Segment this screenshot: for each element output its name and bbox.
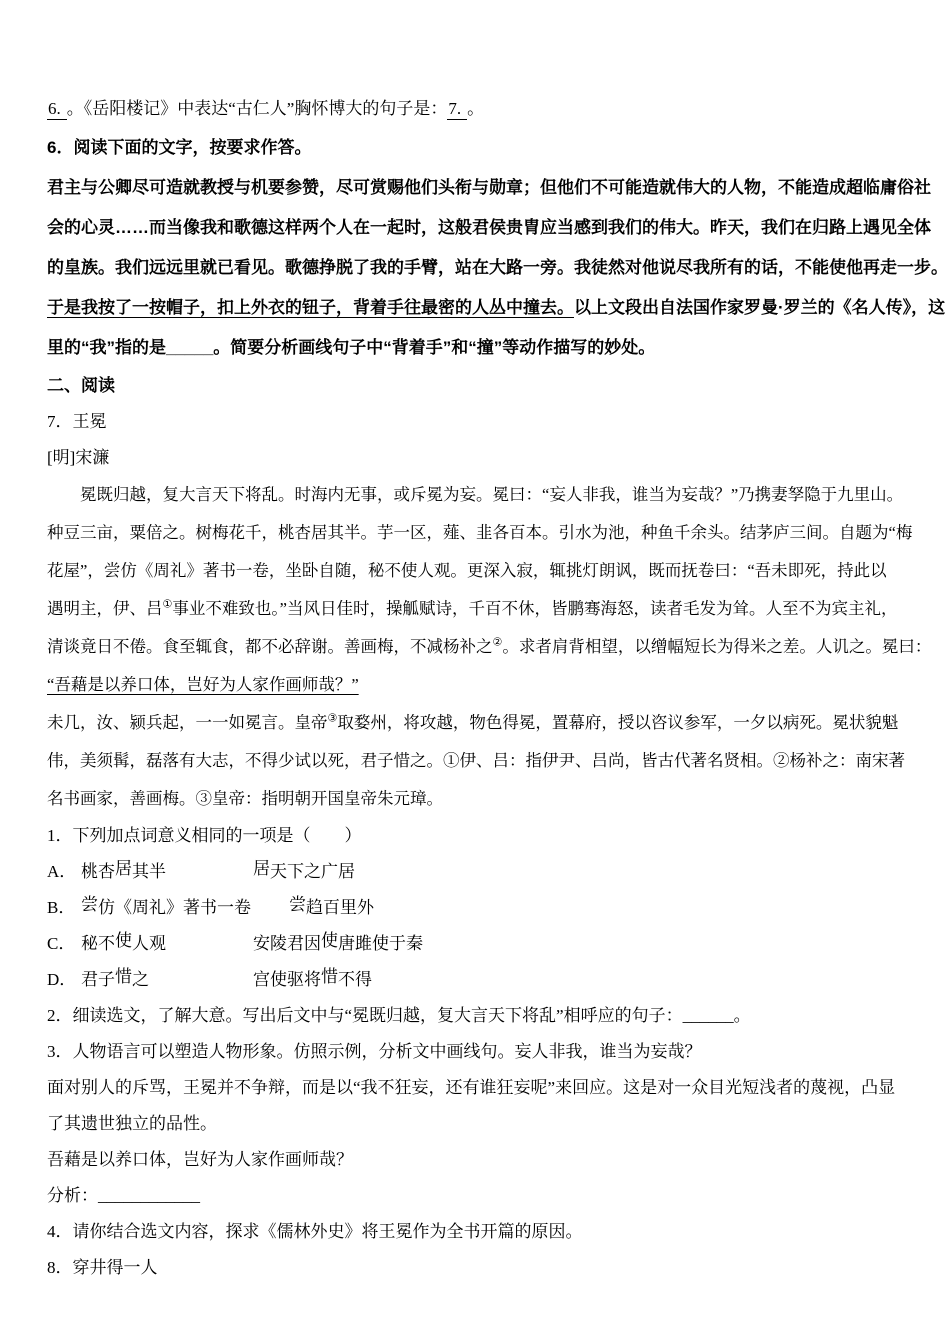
option-label: A． <box>47 862 77 881</box>
section-2-title: 二、阅读 <box>47 376 115 395</box>
option-phrase-1 <box>81 854 253 890</box>
emphasis-char: 尝 <box>81 895 98 914</box>
passage-line: 冕既归越，复大言天下将乱。时海内无事，或斥冕为妄。冕曰：“妄人非我，谁当为妄哉？”乃携妻孥隐于九里山。 <box>47 485 904 504</box>
option-text: 安陵君因 <box>253 934 321 953</box>
example-analysis: 面对别人的斥骂，王冕并不争辩，而是以“我不狂妄，还有谁狂妄呢”来回应。这是对一众目光短浅者的蔑视，凸显了其遗世独立的品性。 <box>47 1078 896 1133</box>
passage-line: 花屋”，尝仿《周礼》著书一卷，坐卧自随，秘不使人观。更深入寂，辄挑灯朗讽，既而抚卷曰：“吾未即死，持此以 <box>47 561 887 580</box>
passage-line: 名书画家，善画梅。③皇帝：指明朝开国皇帝朱元璋。 <box>47 789 443 808</box>
option-text: 趋百里外 <box>306 898 374 917</box>
answer-blank: ______ <box>682 1006 734 1025</box>
passage-text: 。求者肩背相望，以缯幅短长为得米之差。人讥之。冕曰： <box>502 637 932 656</box>
fill-in-answer-line <box>47 90 912 128</box>
question-6-task-post: 。简要分析画线句子中“背着手”和“撞”等动作描写的妙处。 <box>213 338 656 357</box>
emphasis-char: 居 <box>115 859 132 878</box>
option-row-b <box>47 890 912 926</box>
passage-text: 清谈竟日不倦。食至辄食，都不必辞谢。善画梅，不减杨补之 <box>47 637 493 656</box>
option-text: 桃杏 <box>81 862 115 881</box>
option-label: C． <box>47 934 76 953</box>
emphasis-char: 使 <box>321 931 338 950</box>
question-8-title: 8．穿井得一人 <box>47 1258 158 1277</box>
option-text: 之 <box>132 970 149 989</box>
passage-line: 伟，美须髯，磊落有大志，不得少试以死，君子惜之。①伊、吕：指伊尹、吕尚，皆古代著名贤相。②杨补之：南宋著 <box>47 751 905 770</box>
sub-question-1 <box>47 818 912 998</box>
option-text: 唐雎使于秦 <box>338 934 423 953</box>
question-6-heading: 6．阅读下面的文字，按要求作答。 <box>47 138 312 157</box>
underlined-sentence: “吾藉是以养口体，岂好为人家作画师哉？” <box>47 675 359 694</box>
passage-text: 取婺州，将攻越，物色得冕，置幕府，授以咨议参军，一夕以病死。冕状貌魁 <box>337 713 899 732</box>
analysis-label: 分析： <box>47 1186 98 1205</box>
question-text: 2．细读选文，了解大意。写出后文中与“冕既归越，复大言天下将乱”相呼应的句子： <box>47 1006 683 1025</box>
passage-line: 君主与公卿尽可造就教授与机要参赞，尽可赏赐他们头衔与勋章；但他们不可能造就伟大的人物，不能造成超临庸俗社 <box>47 178 931 197</box>
option-phrase-1 <box>81 962 253 998</box>
analysis-line <box>47 1178 912 1214</box>
footnote-marker-2: ② <box>492 636 503 649</box>
emphasis-char: 使 <box>115 931 132 950</box>
footnote-marker-3: ③ <box>327 712 338 725</box>
option-row-d <box>47 962 912 998</box>
passage-line <box>47 590 912 628</box>
underlined-sentence: 于是我按了一按帽子，扣上外衣的钮子，背着手往最密的人丛中撞去。 <box>47 298 574 317</box>
fill-in-text: 。《岳阳楼记》中表达“古仁人”胸怀博大的句子是： <box>66 99 448 118</box>
footnote-marker-1: ① <box>162 598 173 611</box>
option-text: 君子 <box>81 970 115 989</box>
passage-text: 事业不难致也。”当风日佳时，操觚赋诗，千百不休，皆鹏骞海怒，读者毛发为耸。人至不为宾主礼， <box>172 599 898 618</box>
option-text: 其半 <box>132 862 166 881</box>
option-phrase-2 <box>289 895 374 917</box>
option-text: 秘不 <box>81 934 115 953</box>
sentence-to-analyze: 吾藉是以养口体，岂好为人家作画师哉？ <box>47 1150 353 1169</box>
answer-blank-7: 7. <box>447 99 467 120</box>
passage-line-rest: 以上文段出自法国作家罗曼·罗兰的《名人传》，这 <box>574 298 946 317</box>
option-label: D． <box>47 970 77 989</box>
question-stem: 1．下列加点词意义相同的一项是（ ） <box>47 826 362 845</box>
option-row-a <box>47 854 912 890</box>
emphasis-char: 惜 <box>115 967 132 986</box>
passage-text: 未几，汝、颍兵起，一一如冕言。皇帝 <box>47 713 328 732</box>
option-phrase-1 <box>81 890 289 926</box>
passage-line: 种豆三亩，粟倍之。树梅花千，桃杏居其半。芋一区，薤、韭各百本。引水为池，种鱼千余头。结茅庐三间。自题为“梅 <box>47 523 913 542</box>
question-7 <box>47 404 912 476</box>
option-phrase-1 <box>81 926 253 962</box>
passage-line-underlined <box>47 288 946 328</box>
emphasis-char: 惜 <box>321 967 338 986</box>
question-text: 。 <box>733 1006 751 1025</box>
answer-blank-6: 6. <box>47 99 67 120</box>
sub-question-3 <box>47 1034 912 1214</box>
question-stem: 4．请你结合选文内容，探求《儒林外史》将王冕作为全书开篇的原因。 <box>47 1222 583 1241</box>
answer-blank: _____ <box>166 338 214 357</box>
emphasis-char: 居 <box>253 859 270 878</box>
emphasis-char: 尝 <box>289 895 306 914</box>
question-6-passage <box>47 168 948 368</box>
option-phrase-2 <box>253 931 423 953</box>
fill-in-period: 。 <box>467 99 485 118</box>
option-text: 仿《周礼》著书一卷 <box>98 898 251 917</box>
option-phrase-2 <box>253 967 372 989</box>
passage-line: 的皇族。我们远远里就已看见。歌德挣脱了我的手臂，站在大路一旁。我徒然对他说尽我所有的话，不能使他再走一步。 <box>47 258 948 277</box>
option-text: 不得 <box>338 970 372 989</box>
passage-text: 遇明主，伊、吕 <box>47 599 163 618</box>
passage-line <box>47 628 932 666</box>
question-7-author: [明]宋濂 <box>47 448 110 467</box>
option-label: B． <box>47 898 76 917</box>
question-stem <box>47 998 912 1034</box>
question-8 <box>47 1250 912 1286</box>
option-text: 宫使驱将 <box>253 970 321 989</box>
question-stem: 3．人物语言可以塑造人物形象。仿照示例，分析文中画线句。妄人非我，谁当为妄哉？ <box>47 1042 702 1061</box>
passage-line <box>47 704 912 742</box>
passage-line-underlined <box>47 666 912 704</box>
answer-blank: ____________ <box>98 1186 200 1205</box>
option-phrase-2 <box>253 859 355 881</box>
passage-line: 会的心灵……而当像我和歌德这样两个人在一起时，这般君侯贵胄应当感到我们的伟大。昨天，我们在归路上遇见全体 <box>47 218 931 237</box>
question-6-task-pre: 里的“我”指的是 <box>47 338 166 357</box>
option-text: 人观 <box>132 934 166 953</box>
option-row-c <box>47 926 912 962</box>
sub-question-4 <box>47 1214 912 1250</box>
option-text: 天下之广居 <box>270 862 355 881</box>
classical-passage <box>47 476 932 818</box>
sub-question-2 <box>47 998 912 1034</box>
passage-line <box>47 328 912 368</box>
question-7-title: 7．王冕 <box>47 412 107 431</box>
